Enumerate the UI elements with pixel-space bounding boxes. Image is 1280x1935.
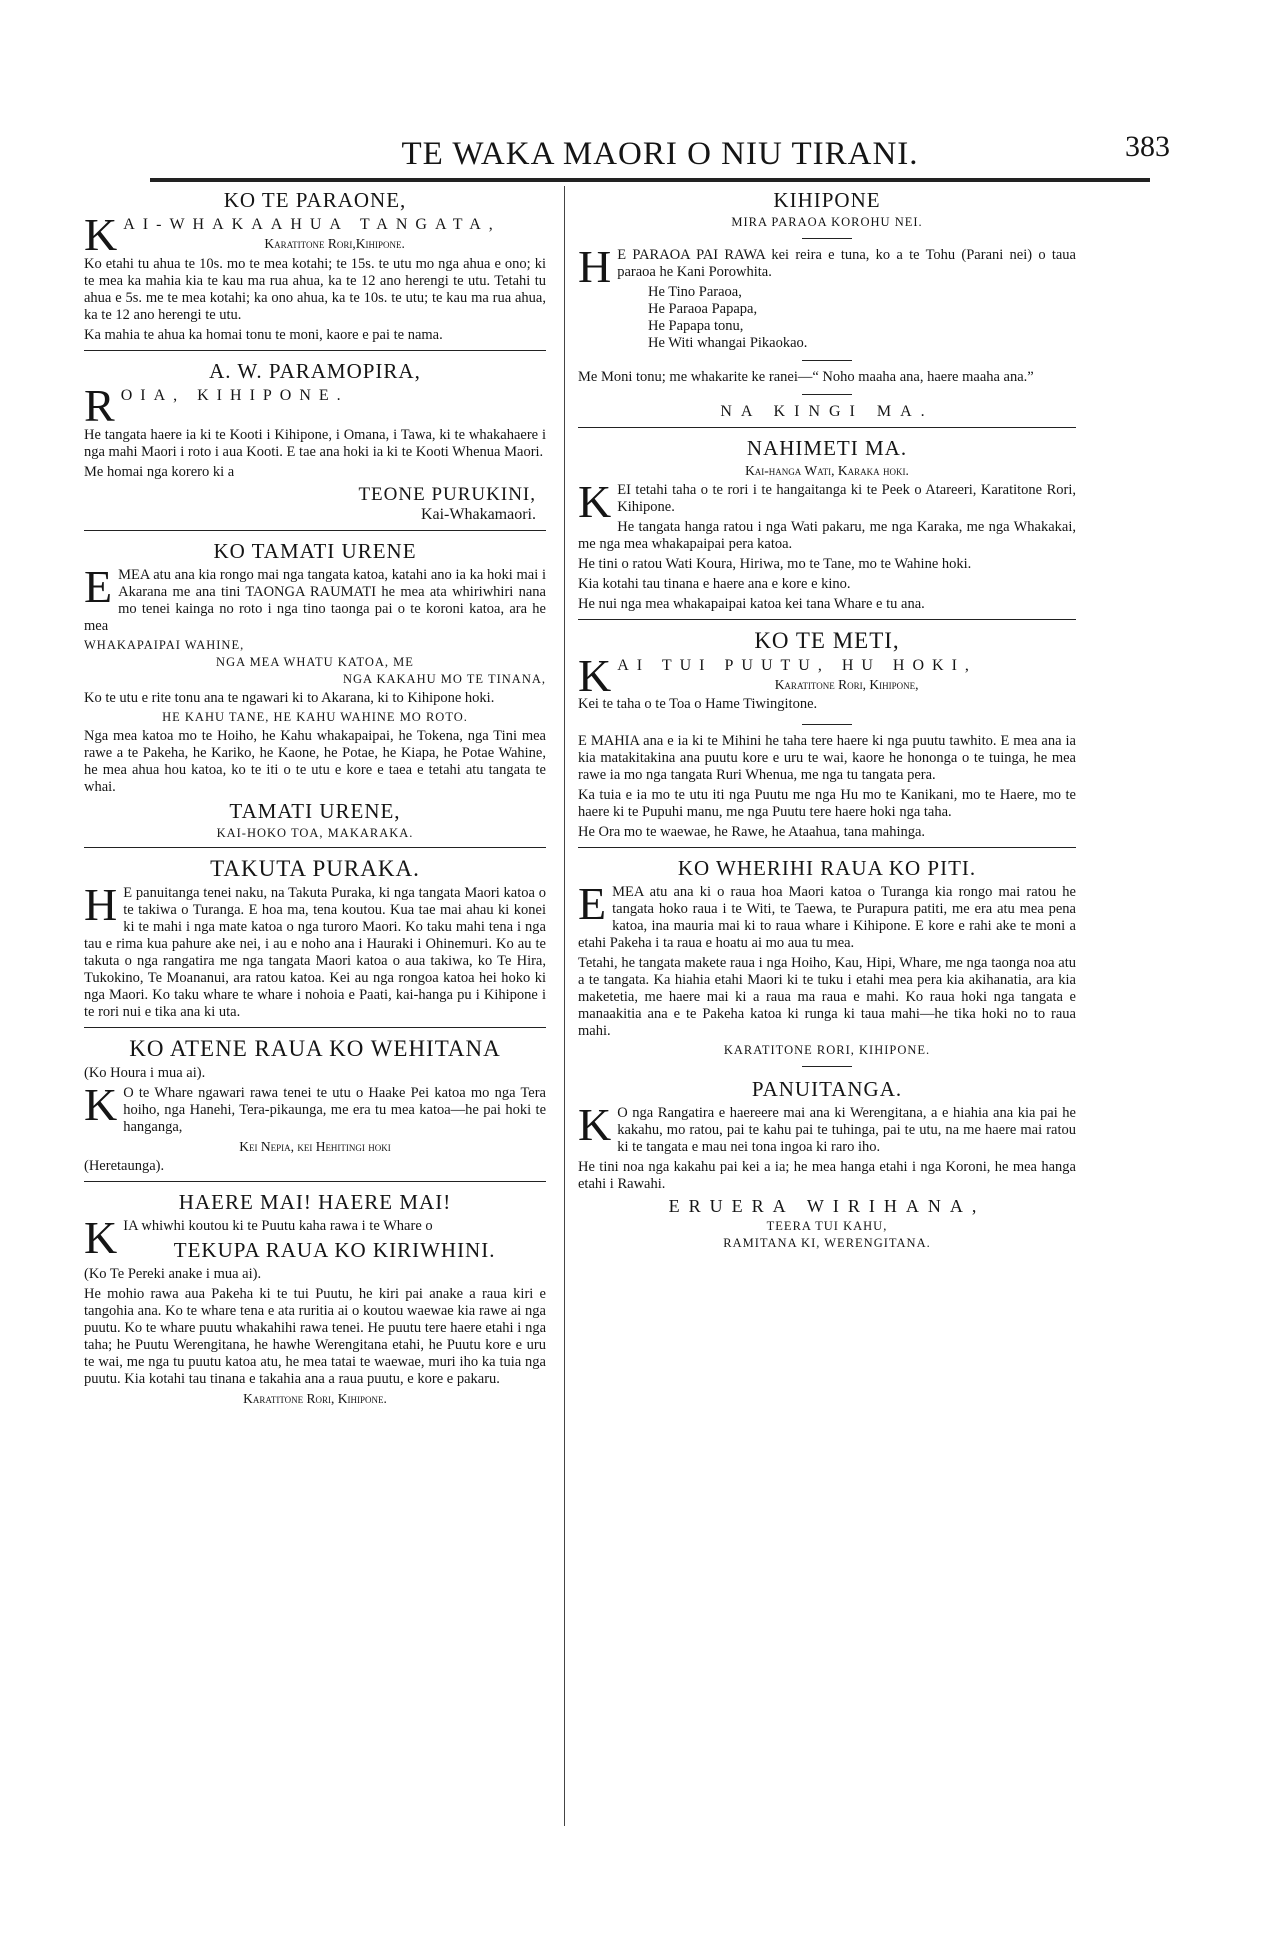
- short-rule: [802, 360, 852, 361]
- ad-signature-sub: (Heretaunga).: [84, 1158, 165, 1174]
- caps-line: NGA MEA WHATU KATOA, ME: [216, 655, 414, 669]
- ad-paragraph: He mohio rawa aua Pakeha ki te tui Puutu, he kiri pai anake a raua kiri e tangohia ana. Ko te whare tena e ata ruritia ai o koutou waewae kia rawe ai nga puutu. Ko te whare puutu whakahihi rawa tenei. He puutu tere haere etahi i nga taha; he Puutu Werengitana, he hawhe Werengitana etahi, he Puutu kore e uru te wai, me nga tu puutu katoa atu, he mea tatai te waewae, muri iho ka tuia nga puutu. Kia kotahi tau tinana e takahia ana a raua puutu, e kore e pakaru.: [84, 1286, 546, 1387]
- drop-cap: K: [84, 1079, 118, 1130]
- ad-opener: AI-WHAKAAHUA TANGATA,: [123, 216, 501, 233]
- short-rule: [802, 238, 852, 239]
- ad-title: KIHIPONE: [773, 188, 881, 212]
- ad-subtitle: Kai-hanga Wati, Karaka hoki.: [745, 463, 909, 478]
- section-rule: [578, 427, 1076, 428]
- drop-cap: K: [578, 476, 612, 527]
- ad-paragraph: Nga mea katoa mo te Hoiho, he Kahu whakapaipai, he Tokena, nga Tini mea rawe a te Pakeha, he Kariko, he Kaone, he Potae, he Kiapa, he Potae Wahine, he mea ahua hou katoa, ko te iti o te utu e kore e taea e tetahi atu tangata te whai.: [84, 728, 546, 795]
- ad-subtitle: (Ko Houra i mua ai).: [84, 1065, 206, 1081]
- ad-paragraph: E panuitanga tenei naku, na Takuta Puraka, ki nga tangata Maori katoa o te takiwa o Turanga. E hoa ma, tena koutou. Kua tae mai ahau ki konei ki te mahi i nga mate katoa o nga turoro Maori. Ko taku mahi tena i nga tau e rima kua pahure ake nei, i au e noho ana i Hauraki i Ohinemuri. Ko au te takuta o nga rangatira me nga tangata Maori katoa o aua takiwa, ko Te Hira, Tukokino, Te Moananui, ara ratou katoa. Kei au nga rongoa katoa hei hoko ki nga Maori. Ko taku whare te whare i nohoia e Paati, kai-hanga pu i Kihipone i te rori nui e tika ana ki uta.: [84, 885, 546, 1020]
- ad-signature-sub: RAMITANA KI, WERENGITANA.: [723, 1236, 931, 1250]
- caps-line: NGA KAKAHU MO TE TINANA,: [342, 672, 546, 686]
- list-item: He Papapa tonu,: [648, 318, 744, 334]
- ad-paragraph: E MAHIA ana e ia ki te Mihini he taha tere haere ki nga puutu tawhito. E mea ana ia kia matakitakina ana puutu kore e uru te wai, kaore he hononga o te tuinga, he mea rawe ia mo nga tangata Ruri Whenua, me nga tu tangata pera.: [578, 733, 1076, 783]
- ad-paramopira: [84, 359, 546, 537]
- section-rule: [578, 619, 1076, 620]
- ad-paragraph: He tini noa nga kakahu pai kei a ia; he mea hanga etahi i nga Koroni, he mea hanga etahi i Rawahi.: [578, 1159, 1076, 1192]
- ad-title: TAKUTA PURAKA.: [210, 856, 420, 881]
- ad-signature-sub: KAI-HOKO TOA, MAKARAKA.: [216, 826, 414, 840]
- product-list: [648, 284, 1076, 352]
- ad-haere-mai: [84, 1190, 546, 1408]
- ad-signature: KARATITONE RORI, KIHIPONE.: [723, 1043, 931, 1057]
- drop-cap: H: [578, 241, 612, 292]
- ad-paragraph: He tini o ratou Wati Koura, Hiriwa, mo te Tane, mo te Wahine hoki.: [578, 556, 972, 572]
- ad-paragraph: O te Whare ngawari rawa tenei te utu o Haake Pei katoa mo nga Tera hoiho, nga Hanehi, Tera-pikaunga, me era tu mea katoa—he pai hoki te hanganga,: [123, 1085, 546, 1135]
- ad-subtitle-note: (Ko Te Pereki anake i mua ai).: [84, 1266, 262, 1282]
- ad-paragraph: EI tetahi taha o te rori i te hangaitanga ki te Peek o Atareeri, Karatitone Rori, Kihipone.: [617, 482, 1076, 515]
- ad-paragraph: Ka tuia e ia mo te utu iti nga Puutu me nga Hu mo te Kanikani, mo te Haere, mo te haere ki te Pupuhi manu, me nga Puutu tere haere hoki nga taha.: [578, 787, 1076, 820]
- drop-cap: R: [84, 380, 115, 431]
- ad-paragraph: Ko etahi tu ahua te 10s. mo te mea kotahi; te 15s. te utu mo nga ahua e ono; ki te mea ka mahia kia te kau ma rua ahua, ka te 12 ano herengi te utu. Tetahi tu ahua e 5s. me te mea kotahi; ka ono ahua, ka te 10s. te utu; te kau ma rua ahua, ka te 12 ano herengi te utu.: [84, 256, 546, 323]
- ad-paragraph: Me homai nga korero ki a: [84, 464, 235, 480]
- ad-title: HAERE MAI! HAERE MAI!: [178, 1190, 452, 1214]
- short-rule: [802, 724, 852, 725]
- drop-cap: K: [578, 1099, 612, 1150]
- ad-atene: [84, 1036, 546, 1188]
- section-rule: [84, 350, 546, 351]
- ad-title: NAHIMETI MA.: [746, 436, 908, 460]
- right-column: [578, 186, 1076, 1253]
- ad-paragraph: He Ora mo te waewae, he Rawe, he Ataahua, tana mahinga.: [578, 824, 926, 840]
- caps-line: HE KAHU TANE, HE KAHU WAHINE MO ROTO.: [162, 710, 468, 724]
- ad-address-2: Kei te taha o te Toa o Hame Tiwingitone.: [578, 696, 818, 712]
- list-item: He Tino Paraoa,: [648, 284, 742, 300]
- ad-nahimeti: [578, 436, 1076, 626]
- ad-signature: TAMATI URENE,: [229, 799, 401, 823]
- ad-paragraph: He tangata hanga ratou i nga Wati pakaru, me nga Karaka, me nga Whakakai, me nga mea whakapaipai pera katoa.: [578, 519, 1076, 552]
- ad-kihipone: [578, 188, 1076, 434]
- ad-meti: [578, 628, 1076, 854]
- ad-tamati: [84, 539, 546, 854]
- ad-title: KO TAMATI URENE: [213, 539, 417, 563]
- ad-takuta: [84, 856, 546, 1034]
- drop-cap: K: [84, 209, 118, 260]
- short-rule: [802, 1066, 852, 1067]
- newspaper-title: TE WAKA MAORI O NIU TIRANI.: [401, 136, 919, 172]
- ad-signature-sub: TEERA TUI KAHU,: [766, 1219, 888, 1233]
- list-item: He Paraoa Papapa,: [648, 301, 758, 317]
- ad-paragraph: He tangata haere ia ki te Kooti i Kihipone, i Omana, i Tawa, ki te whakahaere i nga mahi Maori i roto i aua Kooti. E tae ana hoki ia ki te Kooti Whenua Maori.: [84, 427, 546, 460]
- ad-title: KO TE PARAONE,: [223, 188, 407, 212]
- ad-paragraph: Ka mahia te ahua ka homai tonu te moni, kaore e pai te nama.: [84, 327, 443, 343]
- drop-cap: H: [84, 879, 118, 930]
- short-rule: [802, 394, 852, 395]
- page-header: [90, 128, 1230, 178]
- page-number: 383: [1125, 130, 1170, 163]
- ad-paragraph: Kia kotahi tau tinana e haere ana e kore e kino.: [578, 576, 851, 592]
- ad-title: PANUITANGA.: [751, 1077, 903, 1101]
- ad-paragraph: Ko te utu e rite tonu ana te ngawari ki to Akarana, ki to Kihipone hoki.: [84, 690, 495, 706]
- ad-paragraph: IA whiwhi koutou ki te Puutu kaha rawa i te Whare o: [123, 1218, 433, 1234]
- ad-paragraph: Tetahi, he tangata makete raua i nga Hoiho, Kau, Hipi, Whare, me nga taonga noa atu a te tangata. Ka hiahia etahi Maori ki te tuku i etahi mea pera kia akihanatia, ara kia maketetia, me haere mai ki a raua ma raua e mahi. Ko raua hoki nga tangata e manaakitia ana e te Pakeha katoa ki runga ki taua mahi—he tika hoki no to raua mahi.: [578, 955, 1076, 1039]
- ad-address: Karatitone Rori, Kihipone,: [774, 677, 919, 692]
- ad-opener: AI TUI PUUTU, HU HOKI,: [617, 657, 977, 674]
- ad-panuitanga: [578, 1077, 1076, 1253]
- section-rule: [84, 1181, 546, 1182]
- ad-signature-sub: Kai-Whakamaori.: [420, 506, 536, 523]
- ad-signature: ERUERA WIRIHANA,: [668, 1196, 986, 1216]
- ad-signature: NA KINGI MA.: [720, 403, 934, 420]
- section-rule: [84, 530, 546, 531]
- ad-title: A. W. PARAMOPIRA,: [209, 359, 421, 383]
- ad-paragraph: MEA atu ana kia rongo mai nga tangata katoa, katahi ano ia ka hoki mai i Akarana me ana tini TAONGA RAUMATI he mea ata whiriwhiri nana mo tenei kainga no roto i nga tino taonga pai o te koroni katoa, ara he mea: [84, 567, 546, 634]
- caps-line: WHAKAPAIPAI WAHINE,: [84, 638, 245, 652]
- drop-cap: K: [578, 650, 612, 701]
- ad-paraone: [84, 188, 546, 357]
- ad-wherihi: [578, 856, 1076, 1075]
- ad-signature: Kei Nepia, kei Hehitingi hoki: [239, 1139, 391, 1154]
- ad-opener: OIA, KIHIPONE.: [120, 387, 349, 404]
- ad-paragraph: He nui nga mea whakapaipai katoa kei tana Whare e tu ana.: [578, 596, 925, 612]
- ad-paragraph: MEA atu ana ki o raua hoa Maori katoa o Turanga kia rongo mai ratou he tangata hoko raua i te Witi, te Taewa, te Purapura patiti, me era atu mea pena katoa, ina mauria mai ki to raua whare i Kihipone. E kore e rahi ake te moni a etahi Pakeha i ta raua e hoatu ai mo aua tu mea.: [578, 884, 1076, 951]
- ad-title: KO TE METI,: [754, 628, 900, 653]
- ad-subtitle: MIRA PARAOA KOROHU NEI.: [731, 215, 923, 229]
- list-item: He Witi whangai Pikaokao.: [648, 335, 808, 351]
- ad-address: Karatitone Rori,Kihipone.: [264, 236, 405, 251]
- ad-signature: Karatitone Rori, Kihipone.: [243, 1391, 387, 1406]
- section-rule: [84, 847, 546, 848]
- ad-signature: TEONE PURUKINI,: [358, 484, 536, 505]
- ad-title: KO ATENE RAUA KO WEHITANA: [129, 1036, 501, 1061]
- ad-title: KO WHERIHI RAUA KO PITI.: [677, 856, 977, 880]
- drop-cap: K: [84, 1212, 118, 1263]
- section-rule: [578, 847, 1076, 848]
- ad-paragraph: O nga Rangatira e haereere mai ana ki Werengitana, a e hiahia ana kia pai he kakahu, mo ratou, pai te kahu pai te tuhinga, pai te utu, na me haere mai ratou ki te tangata e mau nei tona ingoa ki raro iho.: [617, 1105, 1076, 1155]
- ad-subtitle: TEKUPA RAUA KO KIRIWHINI.: [173, 1238, 496, 1262]
- section-rule: [84, 1027, 546, 1028]
- ad-paragraph: E PARAOA PAI RAWA kei reira e tuna, ko a te Tohu (Parani nei) o taua paraoa he Kani Porowhita.: [617, 247, 1076, 280]
- header-rule: [150, 178, 1150, 182]
- ad-paragraph: Me Moni tonu; me whakarite ke ranei—“ Noho maaha ana, haere maaha ana.”: [578, 369, 1034, 385]
- drop-cap: E: [578, 878, 607, 929]
- left-column: [84, 186, 546, 1408]
- column-divider: [564, 186, 565, 1826]
- drop-cap: E: [84, 561, 113, 612]
